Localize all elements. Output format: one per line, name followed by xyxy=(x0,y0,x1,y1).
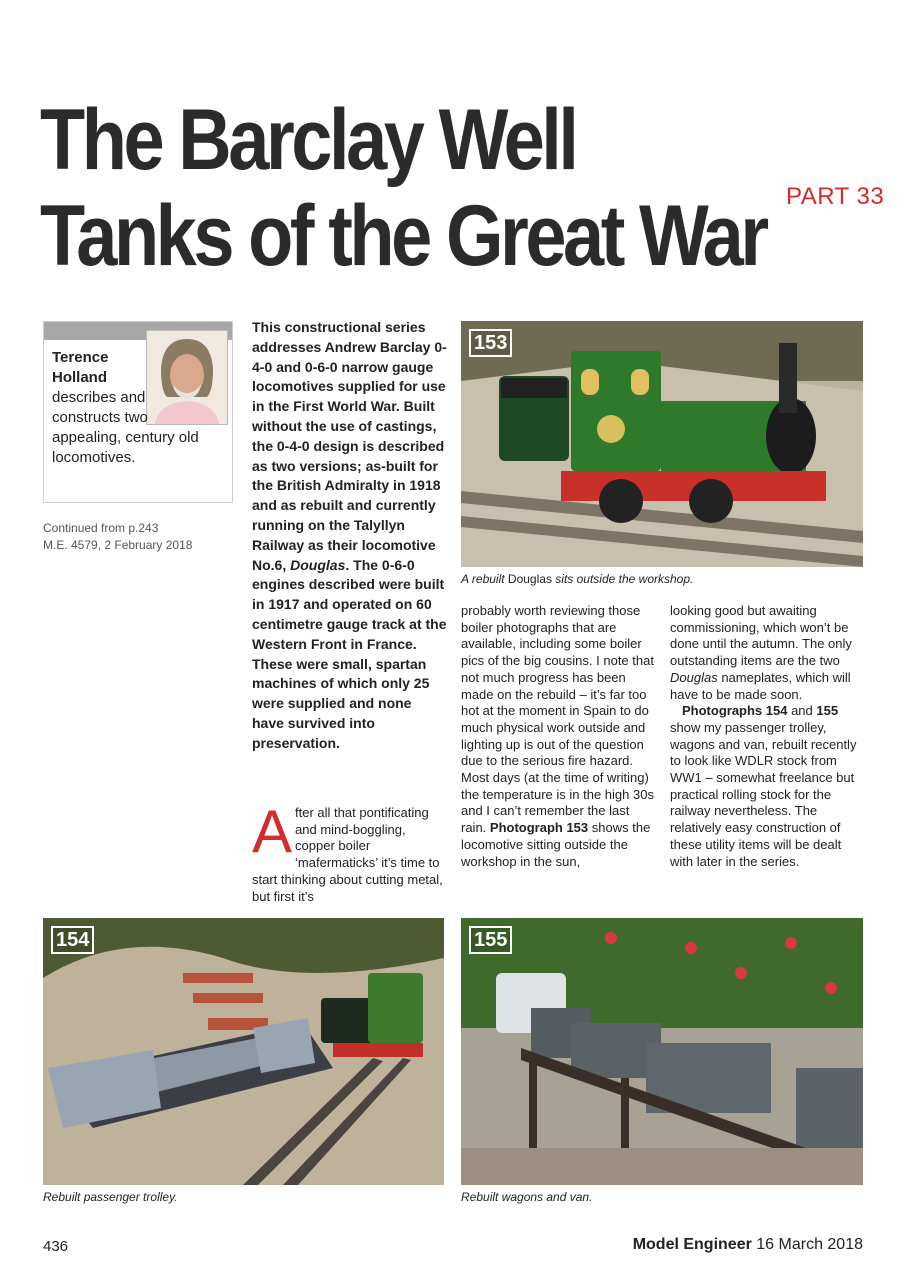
part-label: PART 33 xyxy=(786,183,885,210)
page-number: 436 xyxy=(43,1238,69,1255)
caption-153-pre: A rebuilt xyxy=(461,572,508,586)
body-column-3 xyxy=(670,603,865,870)
continued-issue: M.E. 4579, 2 February 2018 xyxy=(43,538,193,552)
body-col3-text-a: looking good but awaiting commissioning, which won’t be done until the autumn. The only outstanding items are the two xyxy=(670,603,852,669)
issue-date: 16 March 2018 xyxy=(756,1236,863,1253)
body-column-1 xyxy=(252,798,447,905)
title-line-1: The Barclay Well xyxy=(40,92,576,188)
body-col2-text-b: shows the locomotive sitting outside the workshop in the sun, xyxy=(461,820,651,869)
intro-douglas: Douglas xyxy=(290,556,346,573)
article-title xyxy=(40,92,766,284)
body-column-2 xyxy=(461,603,657,870)
author-intro xyxy=(52,348,212,468)
author-name: Terence Holland xyxy=(52,349,109,386)
body-col3-and: and xyxy=(787,703,817,719)
body-col3-text-b: nameplates, which will have to be made soon. xyxy=(670,669,851,702)
photo-154 xyxy=(43,918,444,1185)
photo-number-154: 154 xyxy=(51,926,94,954)
body-col2-text-a: probably worth reviewing those boiler photographs that are available, including some boiler pics of the big cousins. I note that not much progress has been made on the rebuild – it’s far too hot at the moment in Spain to do much physical work outside and lighting up is out of the question due to the serious fire hazard. Most days (at the time of writing) the temperature is in the high 30s and I can’t remember the last rain. xyxy=(461,603,654,836)
caption-153 xyxy=(461,572,693,586)
caption-153-post: sits outside the workshop. xyxy=(551,572,694,586)
continued-note xyxy=(43,520,192,554)
photo-number-155: 155 xyxy=(469,926,512,954)
footer-magazine xyxy=(633,1236,863,1254)
drop-cap: A xyxy=(252,798,293,865)
photo-number-153: 153 xyxy=(469,329,512,357)
continued-from: Continued from p.243 xyxy=(43,521,159,535)
body-col3-text-c: show my passenger trolley, wagons and van, rebuilt recently to look like WDLR stock from WW1 – somewhat freelance but practical rolling stock for the railway nevertheless. The relatively easy construction of these utility items will be dealt with later in the series. xyxy=(670,719,857,869)
author-blurb xyxy=(52,388,212,468)
body-col3-douglas: Douglas xyxy=(670,669,718,685)
intro-standfirst xyxy=(252,318,447,754)
body-col1-text: fter all that pontificating and mind-boggling, copper boiler ‘mafermaticks’ it’s time to start thinking about cutting metal, but first it’s xyxy=(252,805,443,904)
caption-155: Rebuilt wagons and van. xyxy=(461,1190,593,1204)
magazine-name: Model Engineer xyxy=(632,1236,752,1253)
author-blurb-text: describes and constructs two appealing, century old locomotives. xyxy=(52,389,199,466)
intro-part-2: . The 0-6-0 engines described were built in 1917 and operated on 60 centimetre gauge track at the Western Front in France. These were small, spartan machines of which only 25 were supplied and none have survived into preservation. xyxy=(252,556,447,751)
caption-154: Rebuilt passenger trolley. xyxy=(43,1190,178,1204)
title-line-2: Tanks of the Great War xyxy=(40,188,766,284)
intro-part-1: This constructional series addresses Andrew Barclay 0-4-0 and 0-6-0 narrow gauge locomotives supplied for use in the First World War. Built without the use of castings, the 0-4-0 design is described as two versions; as-built for the British Admiralty in 1918 and as rebuilt and currently running on the Talyllyn Railway as their locomotive No.6, xyxy=(252,319,447,573)
photo-ref-155: 155 xyxy=(816,703,839,719)
author-box xyxy=(43,321,233,503)
photo-ref-153: Photograph 153 xyxy=(489,820,589,836)
caption-153-name: Douglas xyxy=(507,572,552,586)
photo-155 xyxy=(461,918,863,1185)
photo-ref-154: Photographs 154 xyxy=(682,703,788,719)
photo-153 xyxy=(461,321,863,567)
